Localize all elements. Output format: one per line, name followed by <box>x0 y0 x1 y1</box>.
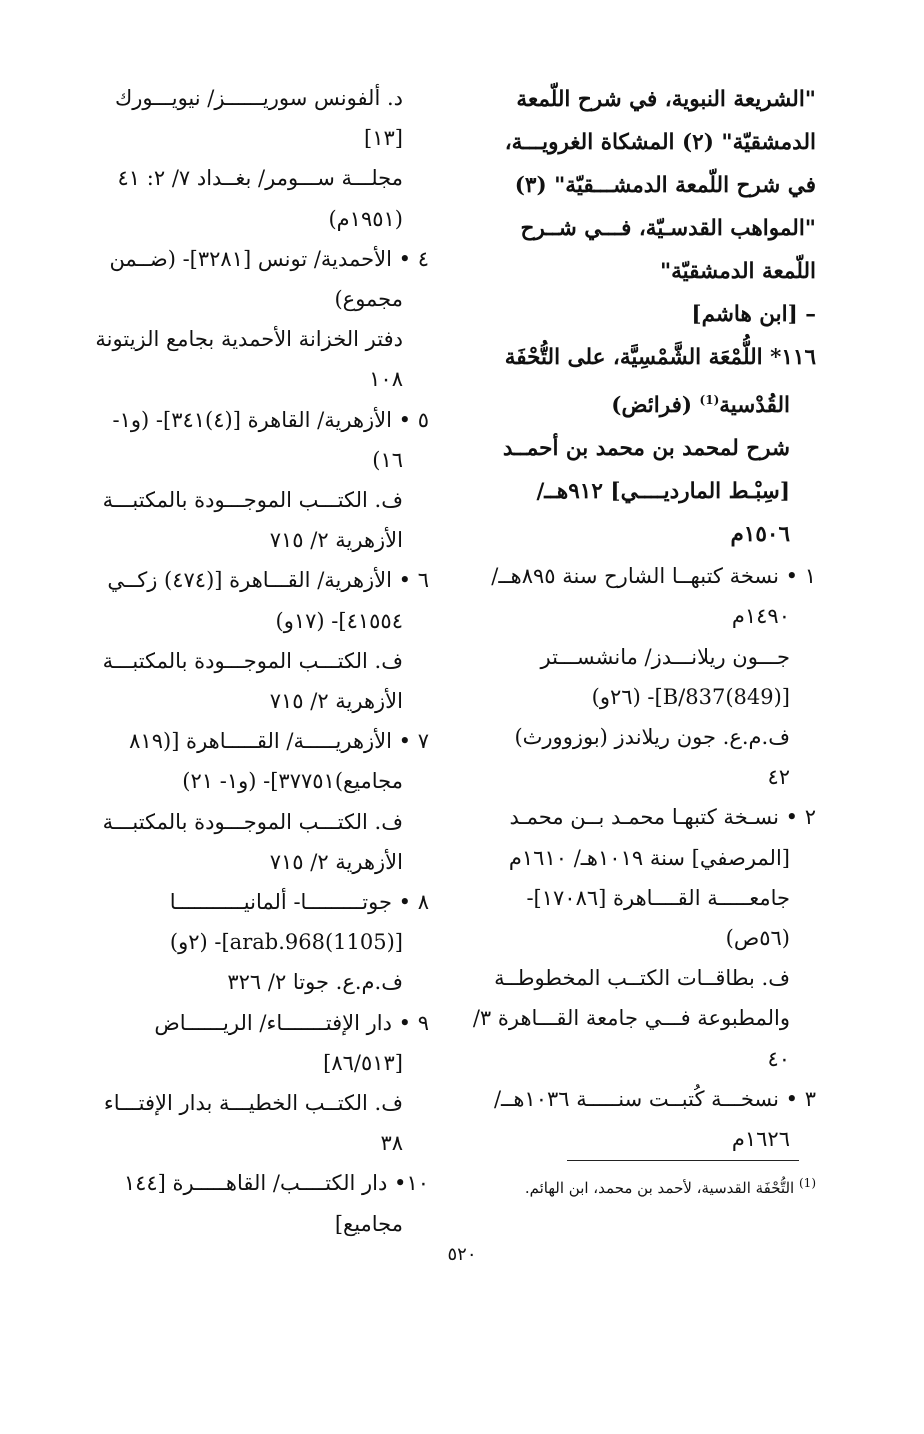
copy-line: ٤٢ <box>767 765 790 790</box>
copy-line: (٥٦ص) <box>725 925 790 950</box>
entry-116-author: [سِبْـط المارديــــي] ٩١٢هــ/ <box>536 479 790 505</box>
footnote-text: التُّحْفَة القدسية، لأحمد بن محمد، ابن الهائم. <box>524 1179 795 1197</box>
copy-line: ٤ • الأحمدية/ تونس [٣٢٨١]- (ضــمن <box>109 246 429 271</box>
copy-line: جامعـــــة القــــاهرة [١٧٠٨٦]- <box>526 885 790 910</box>
copy-line: ٣ • نسخـــة كُتبــت سنـــــة ١٠٣٦هــ/ <box>493 1086 816 1111</box>
copy-line: [المرصفي] سنة ١٠١٩هـ/ ١٦١٠م <box>508 845 790 870</box>
copy-line: مجلـــة ســـومر/ بغــداد ٧/ ٢: ٤١ <box>117 166 403 191</box>
entry-116-subtitle-text: القُدْسية <box>719 393 790 419</box>
entry-116-date: ١٥٠٦م <box>730 522 790 548</box>
copy-line: ف. الكتـــب الموجـــودة بالمكتبـــة <box>102 648 403 673</box>
copy-line: ف. الكتـــب الموجـــودة بالمكتبـــة <box>102 488 403 513</box>
copy-line: دفتر الخزانة الأحمدية بجامع الزيتونة <box>95 327 403 352</box>
copy-line: د. ألفونس سوريــــــز/ نيويـــورك <box>114 86 403 110</box>
copy-line: ف. بطاقــات الكتــب المخطوطــة <box>494 966 790 991</box>
copy-line: [(1105)arab.968]- (٢و) <box>169 930 403 955</box>
title-line: الدمشقيّة" (٢) المشكاة الغرويـــة، <box>504 130 816 155</box>
copy-line: الأزهرية ٢/ ٧١٥ <box>269 689 403 714</box>
title-line: "المواهب القدسـيّة، فـــي شــرح <box>520 216 816 241</box>
right-column <box>470 78 816 1159</box>
copy-line: ف. الكتـــب الموجـــودة بالمكتبـــة <box>102 809 403 834</box>
copy-line: ٣٨ <box>380 1131 403 1156</box>
copy-line: ٦ • الأزهرية/ القـــاهرة [(٤٧٤) زكــي <box>107 568 429 593</box>
copy-line: ف.م.ع. جون ريلاندز (بوزوورث) <box>514 724 790 749</box>
copy-line: ١٤٩٠م <box>731 604 790 629</box>
copy-line: ٥ • الأزهرية/ القاهرة [(٤)٣٤١]- (و١- <box>112 407 429 432</box>
left-column <box>84 78 429 1244</box>
copy-line: ١٦) <box>372 447 403 472</box>
copy-line: ١٠٨ <box>369 367 403 392</box>
copy-line: مجاميع] <box>334 1211 403 1236</box>
copy-line: ٤١٥٥٤]- (١٧و) <box>275 608 403 633</box>
copy-line: مجموع) <box>334 287 403 312</box>
copy-line: ٧ • الأزهريـــــة/ القـــــاهرة [(٨١٩ <box>129 729 429 754</box>
copy-line: والمطبوعة فـــي جامعة القـــاهرة ٣/ <box>472 1006 790 1031</box>
entry-116-title: ١١٦* اللُّمْعَة الشَّمْسِيَّة، على التُّحْفَة <box>504 345 816 370</box>
footnote-divider <box>567 1160 799 1161</box>
copy-line: ١ • نسخة كتبهــا الشارح سنة ٨٩٥هــ/ <box>491 564 816 589</box>
copy-line: ف. الكتــب الخطيـــة بدار الإفتـــاء <box>103 1091 403 1116</box>
copy-line: [٨٦/٥١٣] <box>323 1050 403 1075</box>
page-number: ٥٢٠ <box>447 1244 477 1265</box>
title-line: في شرح اللّمعة الدمشـــقيّة" (٣) <box>514 173 816 198</box>
copy-line: ف.م.ع. جوتا ٢/ ٣٢٦ <box>227 970 403 995</box>
copy-line: [١٣] <box>364 126 403 151</box>
footnote-marker: (1) <box>798 1176 816 1190</box>
heading-ibn-hashim: – [ابن هاشم] <box>691 302 816 327</box>
copy-line: ٢ • نسـخة كتبهـا محمـد بــن محمـد <box>509 805 816 830</box>
footnote <box>470 1172 816 1199</box>
copy-line: ١٦٢٦م <box>731 1127 790 1151</box>
copy-line: ٤٠ <box>767 1046 790 1071</box>
copy-line: ١٠• دار الكتــــب/ القاهـــــرة [١٤٤ <box>123 1171 429 1196</box>
copy-line: مجاميع)٣٧٧٥١]- (و١- ٢١) <box>182 769 403 794</box>
copy-line: [B/837(849)]- (٢٦و) <box>591 684 790 709</box>
footnote-ref: (1) <box>699 393 720 407</box>
copy-line: ٨ • جوتـــــــــا- ألمانيـــــــــــا <box>169 890 429 915</box>
title-line: اللّمعة الدمشقيّة" <box>659 259 816 284</box>
copy-line: (١٩٥١م) <box>328 206 403 231</box>
entry-116-subject: (فرائض) <box>611 393 700 419</box>
copy-line: الأزهرية ٢/ ٧١٥ <box>269 528 403 553</box>
title-line: "الشريعة النبوية، في شرح اللّمعة <box>516 87 816 112</box>
copy-line: ٩ • دار الإفتـــــــاء/ الريــــــاض <box>154 1010 429 1035</box>
entry-116-subtitle <box>470 379 816 427</box>
copy-line: الأزهرية ٢/ ٧١٥ <box>269 849 403 874</box>
copy-line: جـــون ريلانـــدز/ مانشســـتر <box>540 644 790 669</box>
entry-116-author: شرح لمحمد بن محمد بن أحمــد <box>502 436 790 462</box>
